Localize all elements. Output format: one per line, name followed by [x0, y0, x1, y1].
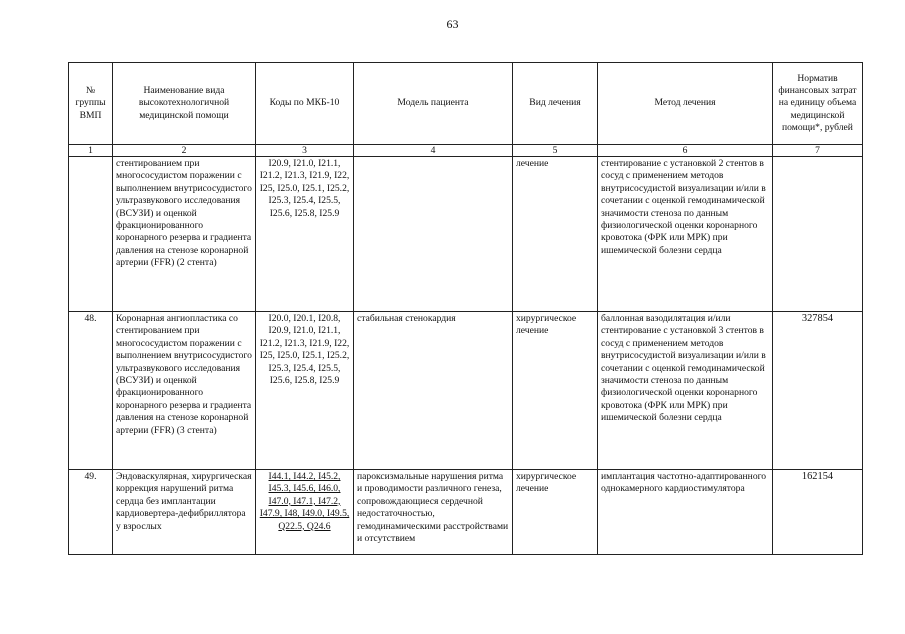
group-cell: 48. — [69, 312, 113, 470]
name-cell: Коронарная ангиопластика со стентированием при многососудистом поражении с выполнением внутрисосудистого ультразвукового исследования (ВСУЗИ) и оценкой фракционированного коронарного резерва и градиента давления на стенозе коронарной артерии (FFR) (3 стента) — [113, 312, 256, 470]
header-treatment: Вид лечения — [513, 63, 598, 145]
header-group: № группы ВМП — [69, 63, 113, 145]
model-text: пароксизмальные нарушения ритма и проводимости различного генеза, сопровождающиеся сердечной недостаточностью, гемодинамическими расстройствами и отсутствием — [357, 471, 509, 545]
table-row — [69, 157, 863, 312]
column-number: 2 — [113, 145, 256, 157]
name-cell: Эндоваскулярная, хирургическая коррекция нарушений ритма сердца без имплантации кардиовертера-дефибриллятора у взрослых — [113, 470, 256, 555]
codes-cell: I44.1, I44.2, I45.2, I45.3, I45.6, I46.0, I47.0, I47.1, I47.2, I47.9, I48, I49.0, I49.5, Q22.5, Q24.6 — [256, 470, 354, 555]
group-cell — [69, 157, 113, 312]
column-number: 7 — [773, 145, 863, 157]
norm-cell: 162154 — [773, 470, 863, 555]
table-header-row — [69, 63, 863, 145]
group-cell: 49. — [69, 470, 113, 555]
method-cell: баллонная вазодилятация и/или стентирование с установкой 3 стентов в сосуд с применением методов внутрисосудистой визуализации и/или в сочетании с оценкой гемодинамической значимости стеноза по данным физиологической оценки коронарного кровотока (ФРК или МРК) при ишемической болезни сердца — [598, 312, 773, 470]
name-cell: стентированием при многососудистом поражении с выполнением внутрисосудистого ультразвукового исследования (ВСУЗИ) и оценкой фракционированного коронарного резерва и градиента давления на стенозе коронарной артерии (FFR) (2 стента) — [113, 157, 256, 312]
page-number: 63 — [446, 17, 459, 31]
model-cell: стабильная стенокардия — [354, 312, 513, 470]
column-number-row — [69, 145, 863, 157]
treatment-cell: хирургическое лечение — [513, 470, 598, 555]
codes-cell: I20.9, I21.0, I21.1, I21.2, I21.3, I21.9, I22, I25, I25.0, I25.1, I25.2, I25.3, I25.4, I25.5, I25.6, I25.8, I25.9 — [256, 157, 354, 312]
treatment-cell: хирургическое лечение — [513, 312, 598, 470]
model-cell — [354, 470, 513, 555]
column-number: 3 — [256, 145, 354, 157]
norm-cell: 327854 — [773, 312, 863, 470]
header-name: Наименование вида высокотехнологичной медицинской помощи — [113, 63, 256, 145]
table-row — [69, 470, 863, 555]
header-method: Метод лечения — [598, 63, 773, 145]
header-norm: Норматив финансовых затрат на единицу объема медицинской помощи*, рублей — [773, 63, 863, 145]
column-number: 1 — [69, 145, 113, 157]
norm-cell — [773, 157, 863, 312]
treatment-cell: лечение — [513, 157, 598, 312]
model-cell — [354, 157, 513, 312]
vmp-table — [68, 62, 863, 555]
column-number: 6 — [598, 145, 773, 157]
header-model: Модель пациента — [354, 63, 513, 145]
header-codes: Коды по МКБ-10 — [256, 63, 354, 145]
method-cell: имплантация частотно-адаптированного однокамерного кардиостимулятора — [598, 470, 773, 555]
codes-cell: I20.0, I20.1, I20.8, I20.9, I21.0, I21.1, I21.2, I21.3, I21.9, I22, I25, I25.0, I25.1, I25.2, I25.3, I25.4, I25.5, I25.6, I25.8, I25.9 — [256, 312, 354, 470]
column-number: 4 — [354, 145, 513, 157]
method-cell: стентирование с установкой 2 стентов в сосуд с применением методов внутрисосудистой визуализации и/или в сочетании с оценкой гемодинамической значимости стеноза по данным физиологической оценки коронарного кровотока (ФРК или МРК) при ишемической болезни сердца — [598, 157, 773, 312]
table-row — [69, 312, 863, 470]
column-number: 5 — [513, 145, 598, 157]
